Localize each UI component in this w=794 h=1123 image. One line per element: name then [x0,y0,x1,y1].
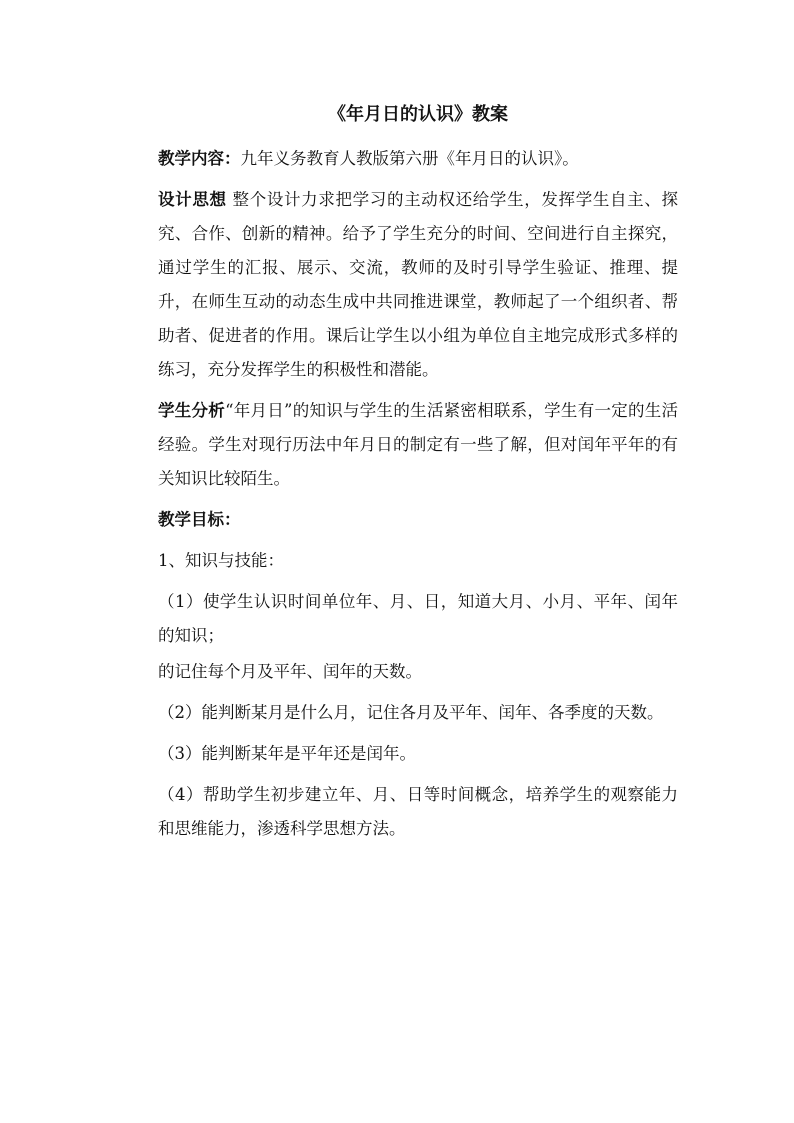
document-page [158,100,678,853]
document-title: 《年月日的认识》教案 [328,104,508,125]
teaching-content-label: 教学内容： [158,149,241,168]
goal-item: 1、知识与技能： [158,551,284,570]
goal-item: 的记住每个月及平年、闰年的天数。 [158,662,422,681]
goal-item: （4）帮助学生初步建立年、月、日等时间概念，培养学生的观察能力和思维能力，渗透科学思想方法。 [158,785,678,838]
design-idea-label: 设计思想 [158,190,227,209]
design-idea-paragraph [158,183,678,387]
student-analysis-text: “年月日”的知识与学生的生活紧密相联系，学生有一定的生活经验。学生对现行历法中年月日的制定有一些了解，但对闰年平年的有关知识比较陌生。 [158,401,679,488]
teaching-goals-heading: 教学目标： [158,510,241,529]
goal-item: （3）能判断某年是平年还是闰年。 [158,744,416,763]
student-analysis-label: 学生分析 [158,401,226,420]
teaching-content-paragraph [158,142,678,176]
goal-item: （2）能判断某月是什么月，记住各月及平年、闰年、各季度的天数。 [158,703,664,722]
design-idea-text: 整个设计力求把学习的主动权还给学生，发挥学生自主、探究、合作、创新的精神。给予了学生充分的时间、空间进行自主探究，通过学生的汇报、展示、交流，教师的及时引导学生验证、推理、提升，在师生互动的动态生成中共同推进课堂，教师起了一个组织者、帮助者、促进者的作用。课后让学生以小组为单位自主地完成形式多样的练习，充分发挥学生的积极性和潜能。 [158,190,679,379]
teaching-content-text: 九年义务教育人教版第六册《年月日的认识》。 [240,149,579,168]
student-analysis-paragraph [158,394,678,496]
goal-item: （1）使学生认识时间单位年、月、日，知道大月、小月、平年、闰年的知识； [158,592,678,645]
